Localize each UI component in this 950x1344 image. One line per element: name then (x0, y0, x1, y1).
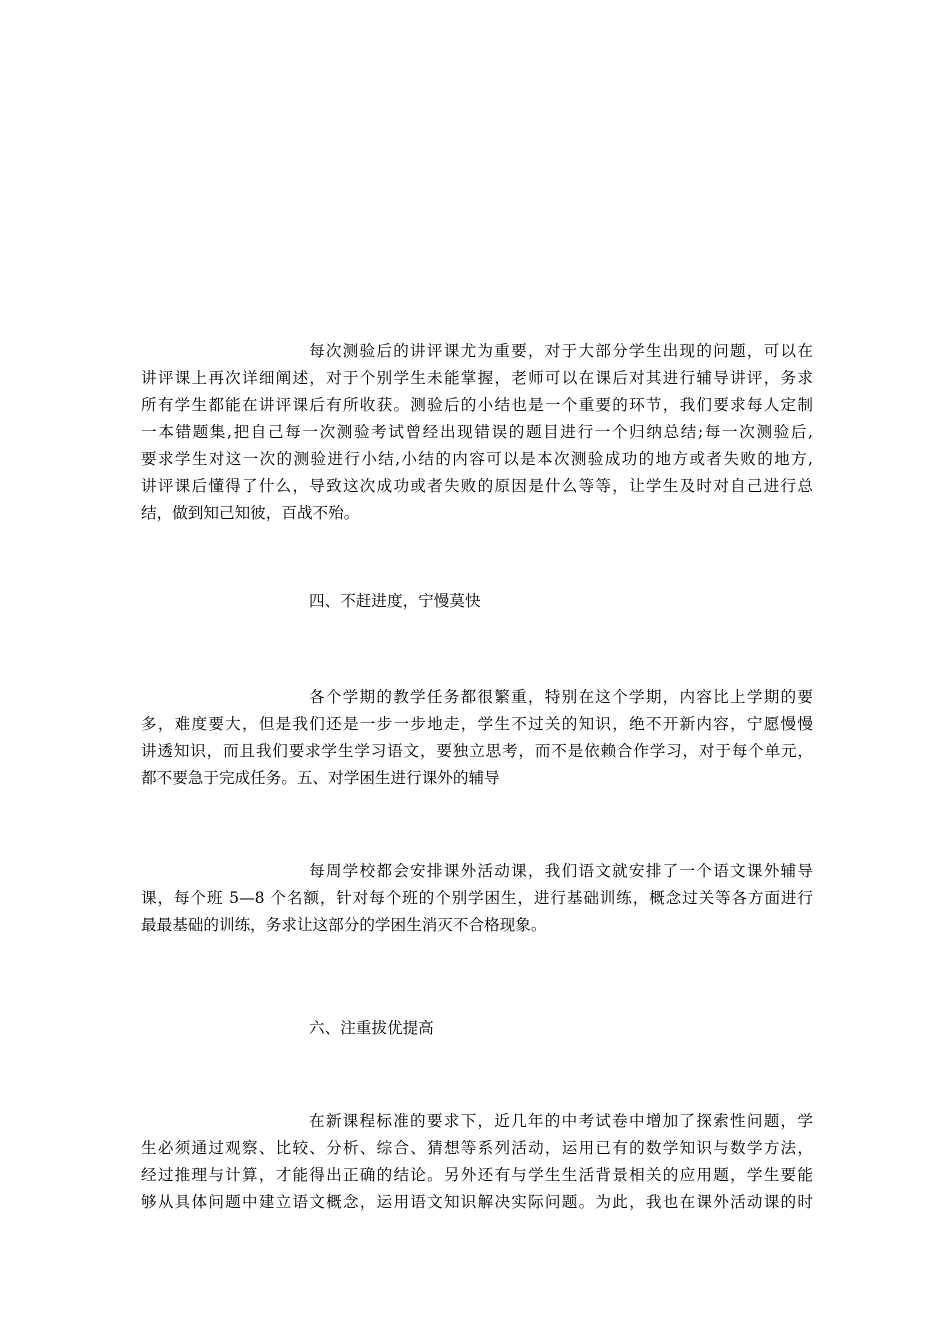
paragraph-line: 各个学期的教学任务都很繁重，特别在这个学期，内容比上学期的要 (309, 688, 813, 706)
paragraph-extracurricular-tutoring (141, 858, 813, 939)
paragraph-line: 课，每个班 5—8 个名额，针对每个班的个别学困生，进行基础训练，概念过关等各方面进行 (141, 889, 813, 907)
paragraph-line: 够从具体问题中建立语文概念，运用语文知识解决实际问题。为此，我也在课外活动课的时 (141, 1193, 813, 1211)
paragraph-test-review (141, 338, 813, 527)
paragraph-line: 最最基础的训练，务求让这部分的学困生消灭不合格现象。 (141, 916, 547, 934)
paragraph-line: 讲评课上再次详细阐述，对于个别学生未能掌握，老师可以在课后对其进行辅导讲评，务求 (141, 369, 813, 387)
paragraph-line: 要求学生对这一次的测验进行小结,小结的内容可以是本次测验成功的地方或者失败的地方, (141, 450, 813, 468)
paragraph-line: 都不要急于完成任务。五、对学困生进行课外的辅导 (141, 769, 500, 787)
paragraph-line: 讲透知识，而且我们要求学生学习语文，要独立思考，而不是依赖合作学习，对于每个单元， (141, 742, 813, 760)
paragraph-line: 多，难度要大，但是我们还是一步一步地走，学生不过关的知识，绝不开新内容，宁愿慢慢 (141, 715, 813, 733)
paragraph-line: 讲评课后懂得了什么，导致这次成功或者失败的原因是什么等等，让学生及时对自己进行总 (141, 477, 813, 495)
paragraph-line: 一本错题集,把自己每一次测验考试曾经出现错误的题目进行一个归纳总结;每一次测验后, (141, 423, 813, 441)
paragraph-line: 每周学校都会安排课外活动课，我们语文就安排了一个语文课外辅导 (309, 862, 813, 880)
paragraph-line: 每次测验后的讲评课尤为重要，对于大部分学生出现的问题，可以在 (309, 342, 813, 360)
section-heading-4: 四、不赶进度，宁慢莫快 (309, 592, 481, 610)
paragraph-line: 在新课程标准的要求下，近几年的中考试卷中增加了探索性问题，学 (309, 1112, 813, 1130)
paragraph-line: 结，做到知己知彼，百战不殆。 (141, 504, 360, 522)
paragraph-line: 生必须通过观察、比较、分析、综合、猜想等系列活动，运用已有的数学知识与数学方法， (141, 1139, 813, 1157)
paragraph-line: 所有学生都能在讲评课后有所收获。测验后的小结也是一个重要的环节，我们要求每人定制 (141, 396, 813, 414)
paragraph-teaching-pace (141, 684, 813, 792)
section-heading-6: 六、注重拔优提高 (309, 1019, 434, 1037)
paragraph-line: 经过推理与计算，才能得出正确的结论。另外还有与学生生活背景相关的应用题，学生要能 (141, 1166, 813, 1184)
paragraph-advanced-students (141, 1108, 813, 1216)
